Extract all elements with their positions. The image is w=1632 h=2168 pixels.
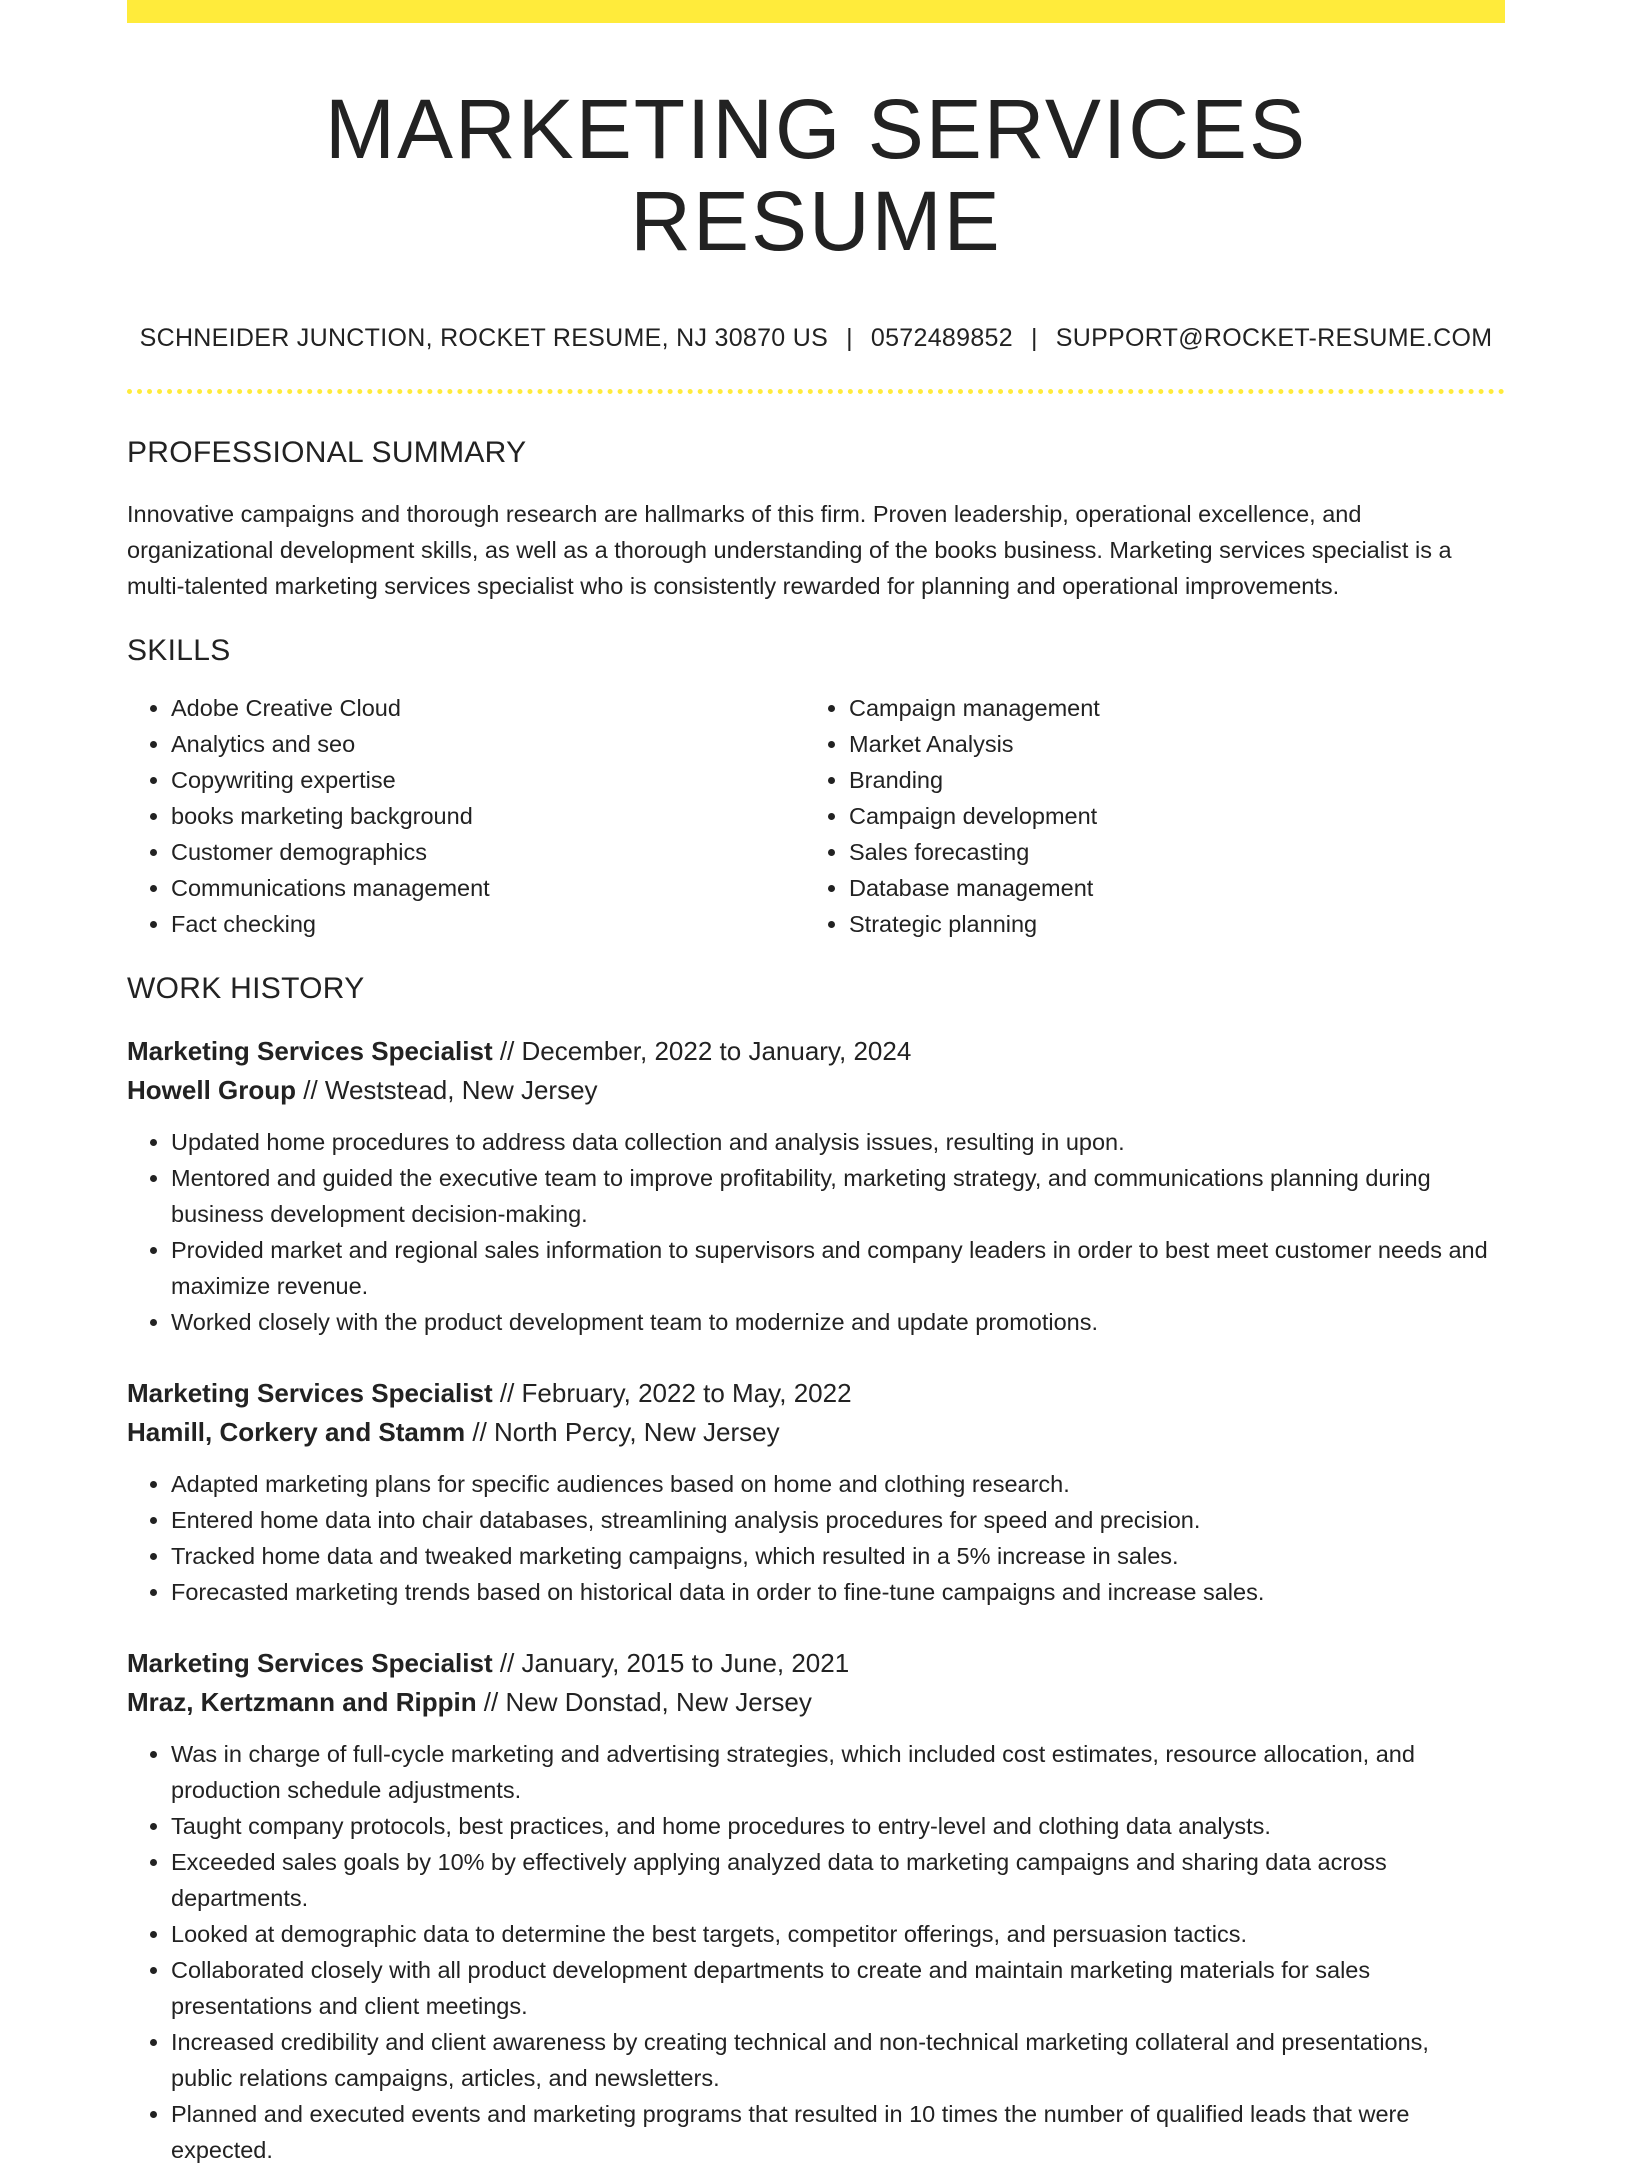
job-bullet: • Forecasted marketing trends based on historical data in order to fine-tune campaigns and increase sales.	[171, 1574, 1505, 1610]
job-entry	[127, 1644, 1505, 2168]
job-bullet: • Collaborated closely with all product development departments to create and maintain marketing materials for sales presentations and client meetings.	[171, 1952, 1505, 2024]
job-dates: January, 2015 to June, 2021	[521, 1647, 850, 1678]
job-title-line	[127, 1644, 1505, 1683]
top-accent-bar	[127, 0, 1505, 23]
job-bullet: • Mentored and guided the executive team to improve profitability, marketing strategy, and communications planning during business development decision-making.	[171, 1160, 1505, 1232]
skill-item: • Database management	[849, 870, 1449, 906]
work-history-heading: WORK HISTORY	[127, 971, 365, 1005]
skill-item: • Analytics and seo	[171, 726, 805, 762]
summary-heading: PROFESSIONAL SUMMARY	[127, 435, 527, 469]
work-history-list	[127, 1032, 1505, 2168]
skill-item: • Sales forecasting	[849, 834, 1449, 870]
job-bullet: • Provided market and regional sales information to supervisors and company leaders in order to best meet customer needs and maximize revenue.	[171, 1232, 1505, 1304]
skills-heading: SKILLS	[127, 633, 231, 667]
job-company: Mraz, Kertzmann and Rippin	[127, 1686, 477, 1717]
job-separator: //	[465, 1416, 495, 1447]
job-entry	[127, 1032, 1505, 1340]
skill-item: • Communications management	[171, 870, 805, 906]
job-separator: //	[492, 1035, 522, 1066]
skill-item: • Strategic planning	[849, 906, 1449, 942]
job-company-line	[127, 1683, 1505, 1722]
job-bullet: • Increased credibility and client awareness by creating technical and non-technical marketing collateral and presentations, public relations campaigns, articles, and newsletters.	[171, 2024, 1505, 2096]
job-separator: //	[492, 1377, 522, 1408]
job-title-line	[127, 1032, 1505, 1071]
summary-text: Innovative campaigns and thorough research are hallmarks of this firm. Proven leadership, operational excellence, and organizational development skills, as well as a thorough understanding of the books business. Marketing services specialist is a multi-talented marketing services specialist who is consistently rewarded for planning and operational improvements.	[127, 500, 1452, 599]
skill-item: • Branding	[849, 762, 1449, 798]
job-separator: //	[476, 1686, 506, 1717]
dotted-divider	[127, 389, 1505, 394]
resume-page	[127, 0, 1505, 2168]
job-company: Howell Group	[127, 1074, 296, 1105]
job-company: Hamill, Corkery and Stamm	[127, 1416, 466, 1447]
job-bullet: • Updated home procedures to address data collection and analysis issues, resulting in upon.	[171, 1124, 1505, 1160]
skills-list	[127, 690, 1505, 942]
job-bullet: • Was in charge of full-cycle marketing and advertising strategies, which included cost estimates, resource allocation, and production schedule adjustments.	[171, 1736, 1505, 1808]
job-bullet: • Taught company protocols, best practices, and home procedures to entry-level and clothing data analysts.	[171, 1808, 1505, 1844]
contact-separator: |	[1030, 323, 1038, 352]
job-bullet: • Exceeded sales goals by 10% by effectively applying analyzed data to marketing campaigns and sharing data across departments.	[171, 1844, 1505, 1916]
skill-item: • Customer demographics	[171, 834, 805, 870]
job-entry	[127, 1374, 1505, 1610]
job-bullet: • Worked closely with the product development team to modernize and update promotions.	[171, 1304, 1505, 1340]
job-title: Marketing Services Specialist	[127, 1647, 493, 1678]
job-title: Marketing Services Specialist	[127, 1377, 493, 1408]
contact-separator: |	[846, 323, 853, 352]
job-bullet: • Tracked home data and tweaked marketing campaigns, which resulted in a 5% increase in sales.	[171, 1538, 1505, 1574]
skill-item: • Copywriting expertise	[171, 762, 805, 798]
skill-item: • Campaign development	[849, 798, 1449, 834]
job-bullets	[127, 1466, 1505, 1610]
contact-address: SCHNEIDER JUNCTION, ROCKET RESUME, NJ 30870 US	[139, 323, 829, 352]
contact-email: SUPPORT@ROCKET-RESUME.COM	[1055, 323, 1493, 352]
job-company-line	[127, 1071, 1505, 1110]
job-title: Marketing Services Specialist	[127, 1035, 493, 1066]
skill-item: • Fact checking	[171, 906, 805, 942]
resume-title: MARKETING SERVICES RESUME	[325, 82, 1307, 269]
job-dates: December, 2022 to January, 2024	[521, 1035, 912, 1066]
job-bullet: • Adapted marketing plans for specific audiences based on home and clothing research.	[171, 1466, 1505, 1502]
job-bullets	[127, 1736, 1505, 2168]
job-company-line	[127, 1413, 1505, 1452]
skill-item: • Market Analysis	[849, 726, 1449, 762]
job-location: Weststead, New Jersey	[324, 1074, 598, 1105]
job-bullet: • Entered home data into chair databases, streamlining analysis procedures for speed and precision.	[171, 1502, 1505, 1538]
skills-column-left	[127, 690, 805, 942]
job-location: North Percy, New Jersey	[494, 1416, 780, 1447]
job-dates: February, 2022 to May, 2022	[521, 1377, 852, 1408]
job-separator: //	[296, 1074, 325, 1105]
contact-phone: 0572489852	[870, 323, 1013, 352]
job-bullets	[127, 1124, 1505, 1340]
job-separator: //	[492, 1647, 522, 1678]
job-location: New Donstad, New Jersey	[505, 1686, 812, 1717]
job-title-line	[127, 1374, 1505, 1413]
skill-item: • Adobe Creative Cloud	[171, 690, 805, 726]
skill-item: • books marketing background	[171, 798, 805, 834]
job-bullet: • Planned and executed events and marketing programs that resulted in 10 times the number of qualified leads that were expected.	[171, 2096, 1505, 2168]
job-bullet: • Looked at demographic data to determine the best targets, competitor offerings, and persuasion tactics.	[171, 1916, 1505, 1952]
contact-line	[127, 324, 1505, 353]
skill-item: • Campaign management	[849, 690, 1449, 726]
skills-column-right	[805, 690, 1449, 942]
